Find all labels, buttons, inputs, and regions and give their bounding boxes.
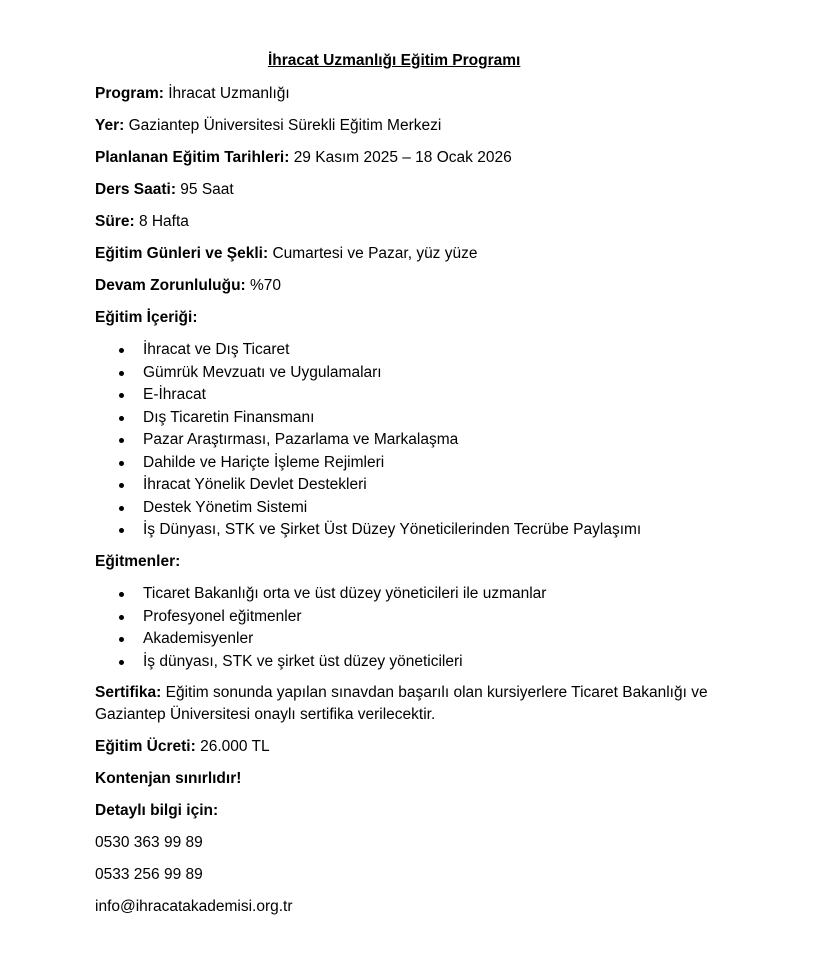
bullet-icon [119, 637, 124, 642]
field-label: Eğitim Ücreti: [95, 738, 196, 755]
list-item: Destek Yönetim Sistemi [95, 499, 641, 522]
contact-phone-1[interactable]: 0530 363 99 89 [95, 834, 203, 851]
field-program [95, 85, 290, 103]
document-title: İhracat Uzmanlığı Eğitim Programı [268, 52, 521, 69]
content-list [95, 341, 641, 544]
list-item: İhracat ve Dış Ticaret [95, 341, 641, 364]
field-value: 26.000 TL [200, 738, 270, 755]
list-item: Dahilde ve Hariçte İşleme Rejimleri [95, 454, 641, 477]
field-value: Gaziantep Üniversitesi Sürekli Eğitim Merkezi [128, 117, 442, 134]
field-value: Cumartesi ve Pazar, yüz yüze [272, 245, 478, 262]
contact-heading: Detaylı bilgi için: [95, 802, 219, 819]
bullet-icon [119, 660, 124, 665]
bullet-icon [119, 483, 124, 488]
certificate-paragraph [95, 682, 715, 726]
list-item: İş dünyası, STK ve şirket üst düzey yöneticileri [95, 653, 546, 676]
field-label: Süre: [95, 213, 135, 230]
bullet-icon [119, 393, 124, 398]
trainers-heading: Eğitmenler: [95, 553, 181, 570]
list-item: Pazar Araştırması, Pazarlama ve Markalaşma [95, 431, 641, 454]
certificate-label: Sertifika: [95, 684, 162, 701]
field-duration [95, 213, 189, 231]
bullet-icon [119, 506, 124, 511]
certificate-text: Eğitim sonunda yapılan sınavdan başarılı olan kursiyerlere Ticaret Bakanlığı ve Gaziantep Üniversitesi onaylı sertifika verilecektir. [95, 684, 708, 723]
bullet-icon [119, 438, 124, 443]
bullet-icon [119, 371, 124, 376]
bullet-icon [119, 528, 124, 533]
list-item: Ticaret Bakanlığı orta ve üst düzey yöneticileri ile uzmanlar [95, 585, 546, 608]
field-label: Devam Zorunluluğu: [95, 277, 246, 294]
list-item: İhracat Yönelik Devlet Destekleri [95, 476, 641, 499]
list-item: Dış Ticaretin Finansmanı [95, 409, 641, 432]
field-course-hours [95, 181, 234, 199]
field-value: 95 Saat [180, 181, 234, 198]
quota-notice: Kontenjan sınırlıdır! [95, 770, 242, 787]
field-label: Program: [95, 85, 164, 102]
field-location [95, 117, 441, 135]
field-attendance [95, 277, 281, 295]
bullet-icon [119, 348, 124, 353]
field-value: 8 Hafta [138, 213, 189, 230]
field-value: 29 Kasım 2025 – 18 Ocak 2026 [293, 149, 512, 166]
content-heading: Eğitim İçeriği: [95, 309, 198, 326]
field-label: Planlanan Eğitim Tarihleri: [95, 149, 290, 166]
list-item: Gümrük Mevzuatı ve Uygulamaları [95, 364, 641, 387]
list-item: Akademisyenler [95, 630, 546, 653]
field-label: Ders Saati: [95, 181, 176, 198]
field-value: %70 [250, 277, 282, 294]
field-dates [95, 149, 512, 167]
bullet-icon [119, 416, 124, 421]
contact-email[interactable]: info@ihracatakademisi.org.tr [95, 898, 293, 915]
list-item: Profesyonel eğitmenler [95, 608, 546, 631]
list-item: E-İhracat [95, 386, 641, 409]
trainers-list [95, 585, 546, 675]
field-label: Yer: [95, 117, 125, 134]
field-fee [95, 738, 270, 756]
contact-phone-2[interactable]: 0533 256 99 89 [95, 866, 203, 883]
field-label: Eğitim Günleri ve Şekli: [95, 245, 269, 262]
field-days-format [95, 245, 477, 263]
bullet-icon [119, 461, 124, 466]
bullet-icon [119, 592, 124, 597]
list-item: İş Dünyası, STK ve Şirket Üst Düzey Yöneticilerinden Tecrübe Paylaşımı [95, 521, 641, 544]
field-value: İhracat Uzmanlığı [168, 85, 290, 102]
bullet-icon [119, 615, 124, 620]
